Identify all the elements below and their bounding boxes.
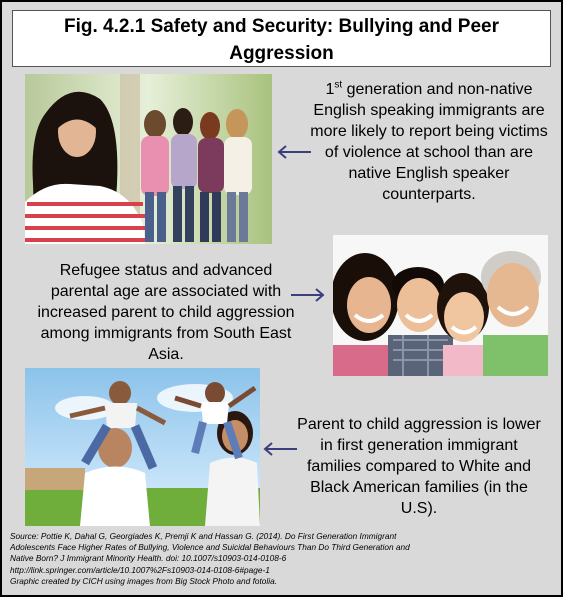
- source-line-2: Adolescents Face Higher Rates of Bullying, Violence and Suicidal Behaviours Than Do Third Generation and: [10, 542, 410, 553]
- finding-2-text: [16, 260, 316, 365]
- finding-2-line-4: among immigrants from South East: [40, 325, 292, 342]
- finding-2-line-3: increased parent to child aggression: [37, 304, 295, 321]
- title-line-1: Fig. 4.2.1 Safety and Security: Bullying and Peer: [63, 16, 499, 37]
- finding-1-line-3: more likely to report being victims: [310, 123, 548, 140]
- finding-1-line-1: generation and non-native: [342, 81, 533, 98]
- source-line-5: Graphic created by CICH using images from Big Stock Photo and fotolia.: [10, 575, 278, 586]
- finding-1-line-5: native English speaker: [348, 165, 510, 182]
- finding-3-line-1: Parent to child aggression is lower: [297, 416, 541, 433]
- family-photo: [333, 235, 548, 376]
- parents-photo: [25, 368, 260, 526]
- finding-1-line-4: of violence at school than are: [324, 144, 534, 161]
- finding-1-number: 1: [325, 81, 335, 98]
- finding-2-line-5: Asia.: [148, 346, 184, 363]
- finding-1-line-2: English speaking immigrants are: [313, 102, 545, 119]
- title-box: [12, 10, 551, 67]
- source-line-3: Native Born? J Immigrant Minority Health. doi: 10.1007/s10903-014-0108-6: [10, 553, 287, 564]
- finding-1-text: [304, 79, 554, 205]
- finding-3-line-2: in first generation immigrant: [320, 437, 518, 454]
- source-citation: [10, 531, 555, 587]
- arrow-right-icon: [290, 288, 326, 302]
- finding-3-line-4: Black American families (in the: [310, 479, 528, 496]
- finding-3-line-5: U.S).: [400, 500, 438, 517]
- finding-3-line-3: families compared to White and: [306, 458, 532, 475]
- source-link[interactable]: http://link.springer.com/article/10.1007%2Fs10903-014-0108-6#page-1: [10, 564, 270, 575]
- bullying-photo: [25, 74, 272, 244]
- finding-3-text: [284, 414, 554, 519]
- finding-2-line-1: Refugee status and advanced: [59, 262, 273, 279]
- source-line-1: Source: Pottie K, Dahal G, Georgiades K, Premji K and Hassan G. (2014). Do First Generation Immigrant: [10, 531, 397, 541]
- finding-2-line-2: parental age are associated with: [50, 283, 282, 300]
- title-line-2: Aggression: [229, 43, 334, 64]
- finding-1-line-6: counterparts.: [382, 186, 476, 203]
- finding-1-ordinal-suffix: st: [334, 79, 343, 91]
